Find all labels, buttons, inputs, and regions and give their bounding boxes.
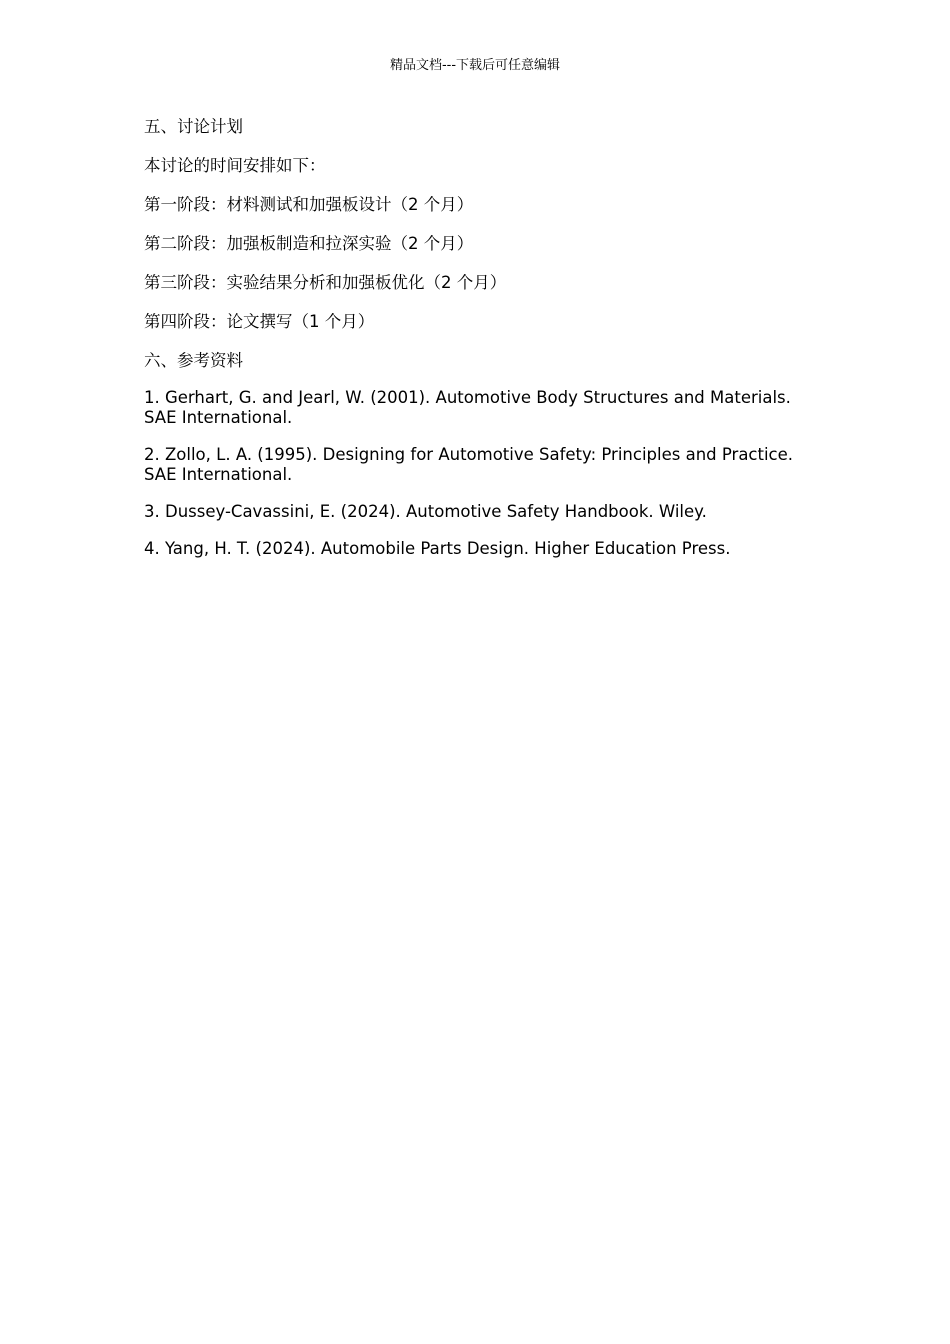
- reference-item: 4. Yang, H. T. (2024). Automobile Parts Design. Higher Education Press.: [144, 539, 731, 558]
- reference-list: [144, 388, 804, 559]
- reference-item: 1. Gerhart, G. and Jearl, W. (2001). Automotive Body Structures and Materials. SAE International.: [144, 388, 791, 427]
- page-header: 精品文档---下载后可任意编辑: [389, 58, 561, 73]
- stage-item: 第一阶段：材料测试和加强板设计（2 个月）: [144, 195, 474, 214]
- stage-item: 第四阶段：论文撰写（1 个月）: [144, 312, 375, 331]
- section-heading-plan: 五、讨论计划: [144, 117, 243, 136]
- document-body: [144, 117, 804, 576]
- stage-item: 第二阶段：加强板制造和拉深实验（2 个月）: [144, 234, 474, 253]
- reference-item: 2. Zollo, L. A. (1995). Designing for Automotive Safety: Principles and Practice. SAE International.: [144, 445, 794, 484]
- plan-intro: 本讨论的时间安排如下：: [144, 156, 326, 175]
- reference-item: 3. Dussey-Cavassini, E. (2024). Automotive Safety Handbook. Wiley.: [144, 502, 707, 521]
- section-heading-references: 六、参考资料: [144, 351, 243, 370]
- stage-item: 第三阶段：实验结果分析和加强板优化（2 个月）: [144, 273, 507, 292]
